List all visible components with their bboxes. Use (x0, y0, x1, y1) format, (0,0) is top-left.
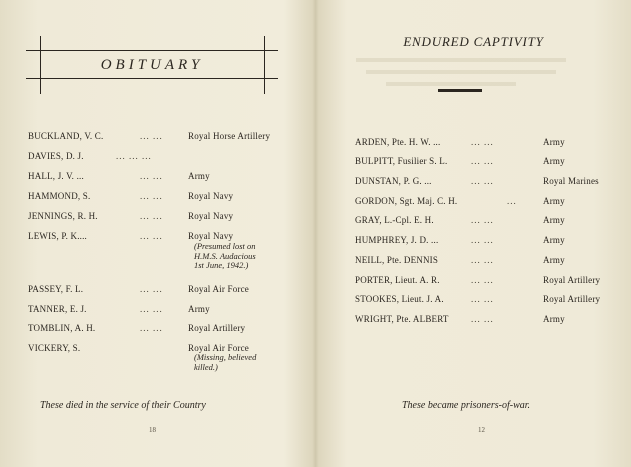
entry-dots: ... ... (471, 255, 494, 265)
entry-name: DUNSTAN, P. G. ... (355, 176, 432, 186)
entry-service: Royal Air Force (188, 343, 249, 353)
entry-note: (Missing, believed killed.) (194, 352, 257, 372)
entry-service: Army (543, 314, 565, 324)
heading-rule-bottom (26, 78, 278, 79)
entry-name: NEILL, Pte. DENNIS (355, 255, 439, 265)
obituary-title: OBITUARY (100, 57, 204, 73)
right-page (316, 0, 631, 467)
entry-service: Army (543, 137, 565, 147)
entry-dots: ... ... (140, 191, 163, 201)
entry-name: HUMPHREY, J. D. ... (355, 235, 439, 245)
entry-dots: ... ... (471, 176, 494, 186)
entry-service: Army (543, 255, 565, 265)
entry-name: GORDON, Sgt. Maj. C. H. (355, 196, 458, 206)
entry-dots: ... ... (471, 275, 494, 285)
entry-name: PORTER, Lieut. A. R. (355, 275, 440, 285)
entry-service: Army (543, 156, 565, 166)
entry-dots: ... ... (471, 137, 494, 147)
heading-rule (438, 89, 482, 92)
left-page (0, 0, 315, 467)
entry-dots: ... ... (140, 171, 163, 181)
entry-dots: ... ... (471, 314, 494, 324)
entry-name: DAVIES, D. J. (28, 151, 84, 161)
entry-dots: ... ... (140, 304, 163, 314)
entry-service: Army (543, 235, 565, 245)
entry-dots: ... ... (140, 211, 163, 221)
entry-name: ARDEN, Pte. H. W. ... (355, 137, 441, 147)
entry-name: VICKERY, S. (28, 343, 81, 353)
obituary-heading-box (26, 36, 278, 94)
entry-dots: ... ... (471, 235, 494, 245)
entry-name: HAMMOND, S. (28, 191, 91, 201)
show-through-text (366, 70, 556, 74)
left-caption: These died in the service of their Country (40, 400, 206, 411)
entry-service: Royal Horse Artillery (188, 131, 271, 141)
entry-dots: ... (507, 196, 517, 206)
entry-name: JENNINGS, R. H. (28, 211, 98, 221)
entry-dots: ... ... (140, 284, 163, 294)
entry-service: Royal Artillery (188, 323, 246, 333)
entry-name: BUCKLAND, V. C. (28, 131, 104, 141)
entry-dots: ... ... (471, 294, 494, 304)
entry-service: Army (188, 171, 210, 181)
entry-dots: ... ... (471, 156, 494, 166)
entry-name: TANNER, E. J. (28, 304, 87, 314)
entry-service: Royal Marines (543, 176, 599, 186)
entry-note: (Presumed lost on H.M.S. Audacious 1st June, 1942.) (194, 241, 256, 270)
entry-dots: ... ... (140, 231, 163, 241)
show-through-text (356, 58, 566, 62)
right-page-number: 12 (478, 426, 485, 434)
entry-name: LEWIS, P. K.... (28, 231, 87, 241)
entry-service: Royal Artillery (543, 275, 601, 285)
heading-rule-top (26, 50, 278, 51)
entry-name: WRIGHT, Pte. ALBERT (355, 314, 449, 324)
right-caption: These became prisoners-of-war. (402, 400, 531, 411)
entry-dots: ... ... ... (116, 151, 152, 161)
entry-name: STOOKES, Lieut. J. A. (355, 294, 444, 304)
entry-service: Army (543, 196, 565, 206)
entry-dots: ... ... (471, 215, 494, 225)
entry-name: HALL, J. V. ... (28, 171, 84, 181)
captivity-title: ENDURED CAPTIVITY (403, 34, 544, 49)
entry-service: Royal Navy (188, 191, 234, 201)
entry-name: BULPITT, Fusilier S. L. (355, 156, 448, 166)
left-page-number: 18 (149, 426, 156, 434)
entry-name: TOMBLIN, A. H. (28, 323, 96, 333)
entry-service: Army (188, 304, 210, 314)
entry-name: GRAY, L.-Cpl. E. H. (355, 215, 434, 225)
entry-dots: ... ... (140, 323, 163, 333)
entry-service: Royal Navy (188, 211, 234, 221)
entry-service: Army (543, 215, 565, 225)
entry-service: Royal Air Force (188, 284, 249, 294)
entry-service: Royal Artillery (543, 294, 601, 304)
entry-service: Royal Navy (188, 231, 234, 241)
show-through-text (386, 82, 516, 86)
entry-name: PASSEY, F. L. (28, 284, 84, 294)
entry-dots: ... ... (140, 131, 163, 141)
